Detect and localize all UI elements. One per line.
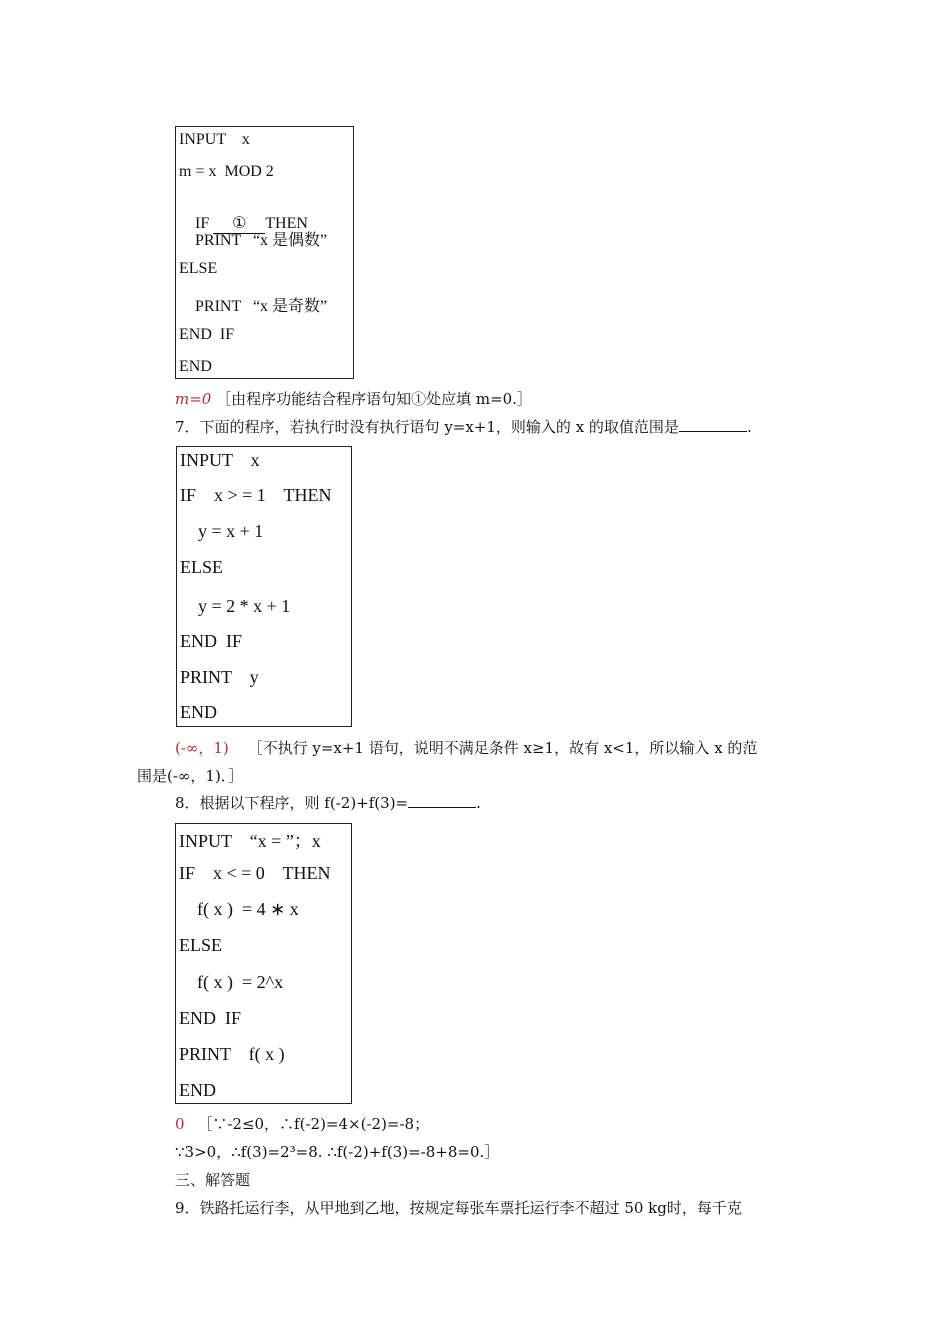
answer-8-explanation: ［∵-2≤0，∴f(-2)=4×(-2)=-8； <box>197 1115 430 1133</box>
question-7-text: 7．下面的程序，若执行时没有执行语句 y=x+1，则输入的 x 的取值范围是 <box>175 418 679 436</box>
code-line: ELSE <box>179 935 222 955</box>
code-line: y = x + 1 <box>180 521 264 541</box>
code-line: f( x ) = 2^x <box>179 972 284 992</box>
question-7-end: . <box>746 418 752 436</box>
answer-8-line-2: ∵3>0，∴f(3)=2³=8. ∴f(-2)+f(3)=-8+8=0.］ <box>175 1143 500 1161</box>
blank-marker: ① <box>213 213 265 234</box>
answer-8-line-1 <box>175 1113 429 1134</box>
answer-7-line-1 <box>175 737 757 758</box>
code-line: PRINT “x 是偶数” <box>179 232 328 249</box>
answer-7-explanation: ［不执行 y=x+1 语句，说明不满足条件 x≥1，故有 x<1，所以输入 x 的范 <box>247 739 758 757</box>
code-line: END <box>179 358 212 375</box>
answer-6-line <box>175 388 532 409</box>
answer-blank <box>679 419 747 432</box>
section-title: 三、解答题 <box>175 1171 251 1189</box>
code-line: PRINT f( x ) <box>179 1044 285 1064</box>
answer-7-line-2: 围是(-∞，1)．］ <box>137 767 244 785</box>
question-9: 9．铁路托运行李，从甲地到乙地，按规定每张车票托运行李不超过 50 kg时，每千克 <box>175 1199 742 1217</box>
answer-blank <box>408 795 476 808</box>
program-box-2 <box>176 446 352 727</box>
code-line: m = x MOD 2 <box>179 163 274 180</box>
code-line: END IF <box>179 326 235 343</box>
question-8-end: . <box>476 794 481 812</box>
code-line: END IF <box>180 631 242 651</box>
program-box-1 <box>175 126 354 379</box>
answer-6-explanation: ［由程序功能结合程序语句知①处应填 m=0.］ <box>216 390 532 408</box>
question-8 <box>175 792 481 813</box>
code-line: IF x > = 1 THEN <box>180 485 332 505</box>
code-line: y = 2 * x + 1 <box>180 596 291 616</box>
answer-7: (-∞，1) <box>175 739 229 757</box>
answer-8: 0 <box>175 1115 185 1133</box>
question-8-text: 8．根据以下程序，则 f(-2)+f(3)= <box>175 794 409 812</box>
code-line: END <box>179 1080 216 1100</box>
code-line: ELSE <box>179 260 218 277</box>
code-line: f( x ) = 4 ∗ x <box>179 899 299 919</box>
code-line: PRINT y <box>180 667 259 687</box>
code-line: PRINT “x 是奇数” <box>179 298 328 315</box>
code-line: INPUT x <box>180 450 260 470</box>
code-line: IF x < = 0 THEN <box>179 863 331 883</box>
program-box-3 <box>175 823 352 1104</box>
question-7 <box>175 416 752 437</box>
code-line: ELSE <box>180 557 223 577</box>
answer-6: m=0 <box>175 390 212 408</box>
code-then-keyword: THEN <box>265 215 308 232</box>
code-if-keyword: IF <box>195 215 214 232</box>
code-line: INPUT “x = ”；x <box>179 831 321 851</box>
code-line: END IF <box>179 1008 241 1028</box>
code-line: INPUT x <box>179 131 250 148</box>
code-line: END <box>180 702 217 722</box>
